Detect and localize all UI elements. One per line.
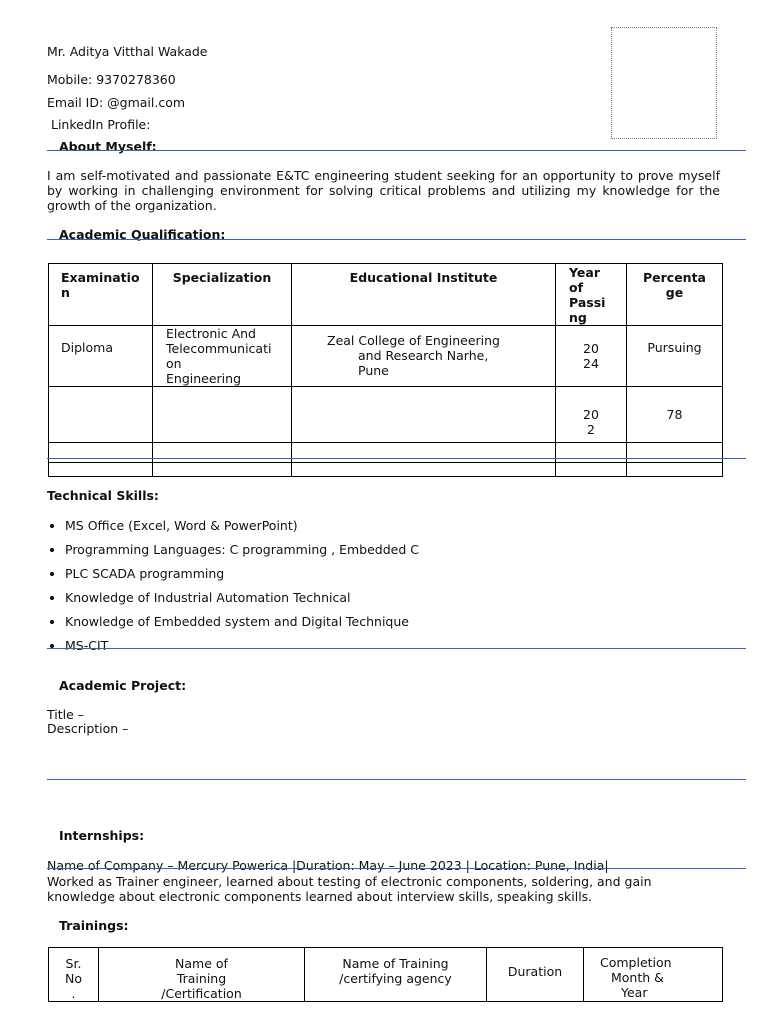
divider-line: [47, 458, 746, 459]
header-training-name: Name of: [175, 956, 228, 971]
header-year: Year: [569, 265, 600, 280]
table-row: 20 2 78: [49, 387, 723, 443]
trainings-table: [48, 947, 723, 1002]
divider-line: [47, 648, 746, 649]
academic-table: [48, 263, 723, 477]
candidate-name: Mr. Aditya Vitthal Wakade: [47, 44, 208, 59]
internship-company: Name of Company – Mercury Powerica |Duration: May – June 2023 | Location: Pune, India|: [47, 858, 609, 873]
header-completion: Completion: [600, 955, 672, 970]
linkedin-profile: LinkedIn Profile:: [51, 117, 151, 132]
photo-placeholder: [611, 27, 717, 139]
year-cell: 20: [583, 341, 599, 356]
table-row: [49, 443, 723, 463]
list-item: • Knowledge of Embedded system and Digital Technique: [65, 612, 419, 636]
header-percentage: Percenta: [642, 270, 706, 285]
table-row: Diploma Electronic And Telecommunicati on Engineering Zeal College of Engineering and Research Narhe, Pune 20 24 Pursuing: [49, 326, 723, 387]
percentage-cell: Pursuing: [627, 326, 723, 387]
table-header-row: Sr. No . Name of Training /Certification Name of Training /certifying agency Duration Completion Month & Year: [49, 948, 723, 1002]
header-duration: Duration: [487, 948, 584, 1002]
internships-heading: Internships:: [59, 828, 145, 843]
table-row: [49, 463, 723, 477]
divider-line: [47, 150, 746, 151]
list-item: • Knowledge of Industrial Automation Technical: [65, 588, 419, 612]
exam-cell: Diploma: [49, 326, 153, 387]
divider-line: [47, 239, 746, 240]
header-specialization: Specialization: [172, 270, 272, 285]
about-heading: About Myself:: [59, 139, 157, 154]
divider-line: [47, 868, 746, 869]
project-title: Title –: [47, 707, 85, 722]
list-item: • MS Office (Excel, Word & PowerPoint): [65, 516, 419, 540]
header-certifying-agency: Name of Training: [342, 956, 449, 971]
header-sr-no: Sr.: [65, 956, 82, 971]
header-examination: Examinatio: [61, 270, 140, 285]
year-cell: 20: [583, 407, 599, 422]
list-item: • PLC SCADA programming: [65, 564, 419, 588]
about-text: I am self-motivated and passionate E&TC engineering student seeking for an opportunity to prove myself by working in challenging environment for solving critical problems and utilizing my knowledge for the growth of the organization.: [47, 168, 720, 213]
trainings-heading: Trainings:: [59, 918, 129, 933]
spec-cell: Electronic And: [166, 326, 256, 341]
list-item: • Programming Languages: C programming , Embedded C: [65, 540, 419, 564]
email-id: Email ID: @gmail.com: [47, 95, 186, 110]
internship-description: Worked as Trainer engineer, learned about testing of electronic components, soldering, and gain knowledge about electronic components learned about interview skills, speaking skills.: [47, 874, 652, 904]
project-heading: Academic Project:: [59, 678, 187, 693]
institute-cell: Zeal College of Engineering: [327, 333, 500, 348]
skills-list: [20, 516, 419, 660]
academic-heading: Academic Qualification:: [59, 227, 226, 242]
table-header-row: Examinatio n Specialization Educational Institute Year of Passi ng Percenta ge: [49, 264, 723, 326]
project-description: Description –: [47, 721, 129, 736]
percentage-cell: 78: [627, 387, 723, 443]
skills-heading: Technical Skills:: [47, 488, 159, 503]
divider-line: [47, 779, 746, 780]
mobile-number: Mobile: 9370278360: [47, 72, 176, 87]
list-item: • MS-CIT: [65, 636, 419, 660]
header-institute: Educational Institute: [349, 270, 498, 285]
